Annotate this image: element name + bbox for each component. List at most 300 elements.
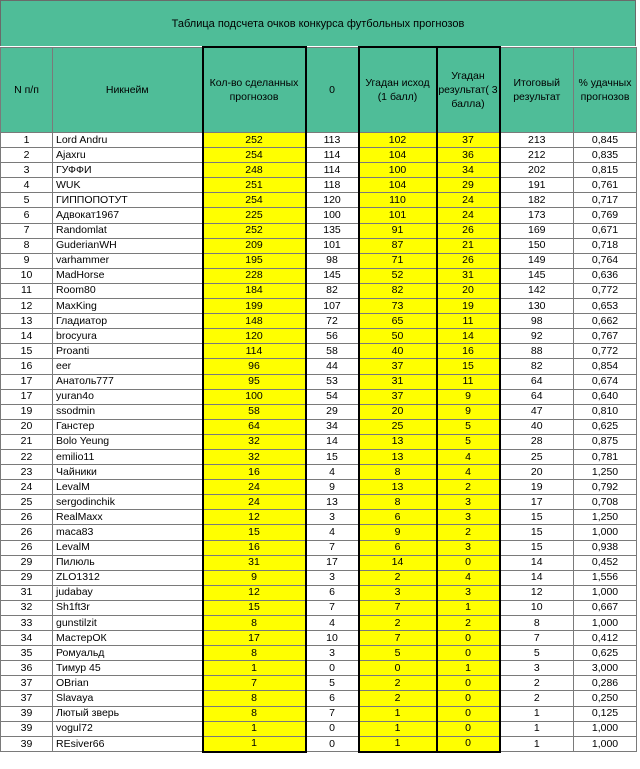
cell-result: 3	[437, 540, 500, 555]
cell-total: 12	[500, 585, 574, 600]
cell-num: 2	[1, 148, 53, 163]
cell-total: 88	[500, 344, 574, 359]
cell-zero: 4	[306, 616, 359, 631]
cell-outcome: 3	[359, 585, 437, 600]
table-row	[1, 449, 637, 464]
table-row	[1, 133, 637, 148]
cell-outcome: 73	[359, 299, 437, 314]
table-row	[1, 585, 637, 600]
cell-made: 31	[203, 555, 306, 570]
cell-zero: 5	[306, 676, 359, 691]
cell-made: 32	[203, 434, 306, 449]
cell-result: 4	[437, 465, 500, 480]
cell-zero: 4	[306, 525, 359, 540]
cell-total: 92	[500, 329, 574, 344]
cell-made: 248	[203, 163, 306, 178]
cell-pct: 1,000	[574, 525, 637, 540]
cell-result: 9	[437, 404, 500, 419]
table-row	[1, 148, 637, 163]
cell-num: 14	[1, 329, 53, 344]
cell-outcome: 13	[359, 449, 437, 464]
cell-num: 39	[1, 706, 53, 721]
cell-made: 8	[203, 616, 306, 631]
table-row	[1, 238, 637, 253]
cell-nick: Гладиатор	[53, 314, 203, 329]
cell-outcome: 37	[359, 389, 437, 404]
cell-result: 0	[437, 631, 500, 646]
table-row	[1, 419, 637, 434]
cell-zero: 7	[306, 706, 359, 721]
cell-nick: Ромуальд	[53, 646, 203, 661]
cell-num: 7	[1, 223, 53, 238]
cell-result: 5	[437, 419, 500, 434]
cell-made: 209	[203, 238, 306, 253]
table-row	[1, 646, 637, 661]
cell-zero: 3	[306, 646, 359, 661]
cell-pct: 1,000	[574, 736, 637, 752]
cell-num: 6	[1, 208, 53, 223]
cell-zero: 107	[306, 299, 359, 314]
cell-total: 213	[500, 133, 574, 148]
cell-total: 5	[500, 646, 574, 661]
cell-total: 150	[500, 238, 574, 253]
cell-outcome: 102	[359, 133, 437, 148]
cell-nick: ГУФФИ	[53, 163, 203, 178]
cell-outcome: 65	[359, 314, 437, 329]
cell-result: 0	[437, 676, 500, 691]
cell-pct: 0,769	[574, 208, 637, 223]
cell-made: 1	[203, 736, 306, 752]
cell-zero: 10	[306, 631, 359, 646]
cell-num: 37	[1, 691, 53, 706]
cell-nick: Анатоль777	[53, 374, 203, 389]
cell-result: 34	[437, 163, 500, 178]
cell-zero: 15	[306, 449, 359, 464]
cell-pct: 1,000	[574, 721, 637, 736]
table-row	[1, 540, 637, 555]
cell-num: 32	[1, 600, 53, 615]
cell-made: 7	[203, 676, 306, 691]
cell-nick: ГИППОПОТУТ	[53, 193, 203, 208]
cell-outcome: 6	[359, 540, 437, 555]
cell-result: 29	[437, 178, 500, 193]
cell-result: 16	[437, 344, 500, 359]
cell-outcome: 13	[359, 434, 437, 449]
cell-total: 15	[500, 525, 574, 540]
cell-result: 37	[437, 133, 500, 148]
cell-total: 15	[500, 540, 574, 555]
cell-result: 2	[437, 616, 500, 631]
cell-zero: 6	[306, 691, 359, 706]
cell-pct: 0,125	[574, 706, 637, 721]
cell-pct: 0,625	[574, 646, 637, 661]
table-row	[1, 404, 637, 419]
cell-result: 0	[437, 721, 500, 736]
cell-nick: ssodmin	[53, 404, 203, 419]
table-row	[1, 676, 637, 691]
cell-outcome: 91	[359, 223, 437, 238]
cell-total: 145	[500, 268, 574, 283]
cell-num: 29	[1, 555, 53, 570]
cell-zero: 56	[306, 329, 359, 344]
cell-zero: 100	[306, 208, 359, 223]
cell-made: 148	[203, 314, 306, 329]
cell-made: 24	[203, 480, 306, 495]
cell-result: 2	[437, 480, 500, 495]
table-row	[1, 434, 637, 449]
cell-outcome: 37	[359, 359, 437, 374]
cell-result: 0	[437, 736, 500, 752]
cell-num: 39	[1, 736, 53, 752]
table-row	[1, 631, 637, 646]
cell-outcome: 40	[359, 344, 437, 359]
cell-nick: Room80	[53, 283, 203, 298]
table-row	[1, 178, 637, 193]
cell-total: 130	[500, 299, 574, 314]
cell-pct: 0,708	[574, 495, 637, 510]
cell-num: 26	[1, 540, 53, 555]
cell-zero: 6	[306, 585, 359, 600]
cell-outcome: 2	[359, 676, 437, 691]
cell-total: 20	[500, 465, 574, 480]
cell-total: 142	[500, 283, 574, 298]
cell-outcome: 5	[359, 646, 437, 661]
cell-outcome: 0	[359, 661, 437, 676]
cell-num: 16	[1, 359, 53, 374]
cell-pct: 0,452	[574, 555, 637, 570]
cell-total: 1	[500, 721, 574, 736]
cell-nick: GuderianWH	[53, 238, 203, 253]
table-row	[1, 344, 637, 359]
cell-total: 2	[500, 691, 574, 706]
cell-pct: 1,000	[574, 616, 637, 631]
table-row	[1, 495, 637, 510]
header-outcome: Угадан исход (1 балл)	[359, 47, 437, 133]
cell-num: 4	[1, 178, 53, 193]
cell-zero: 120	[306, 193, 359, 208]
cell-pct: 0,772	[574, 344, 637, 359]
cell-nick: emilio11	[53, 449, 203, 464]
cell-total: 2	[500, 676, 574, 691]
header-nick: Никнейм	[53, 47, 203, 133]
cell-outcome: 1	[359, 736, 437, 752]
cell-pct: 0,640	[574, 389, 637, 404]
header-pct: % удачных прогнозов	[574, 47, 637, 133]
cell-num: 33	[1, 616, 53, 631]
cell-total: 1	[500, 736, 574, 752]
cell-zero: 72	[306, 314, 359, 329]
cell-pct: 0,810	[574, 404, 637, 419]
cell-result: 4	[437, 570, 500, 585]
cell-made: 254	[203, 193, 306, 208]
cell-result: 0	[437, 691, 500, 706]
cell-result: 1	[437, 600, 500, 615]
cell-num: 26	[1, 525, 53, 540]
cell-pct: 0,875	[574, 434, 637, 449]
cell-zero: 0	[306, 721, 359, 736]
cell-made: 100	[203, 389, 306, 404]
cell-total: 3	[500, 661, 574, 676]
cell-zero: 14	[306, 434, 359, 449]
cell-made: 251	[203, 178, 306, 193]
cell-outcome: 104	[359, 178, 437, 193]
cell-result: 15	[437, 359, 500, 374]
cell-num: 21	[1, 434, 53, 449]
cell-zero: 101	[306, 238, 359, 253]
table-row	[1, 223, 637, 238]
cell-total: 182	[500, 193, 574, 208]
cell-total: 202	[500, 163, 574, 178]
table-row	[1, 374, 637, 389]
cell-pct: 0,412	[574, 631, 637, 646]
cell-result: 11	[437, 374, 500, 389]
cell-total: 212	[500, 148, 574, 163]
cell-total: 64	[500, 389, 574, 404]
table-row	[1, 525, 637, 540]
cell-result: 2	[437, 525, 500, 540]
cell-zero: 114	[306, 148, 359, 163]
cell-zero: 145	[306, 268, 359, 283]
cell-made: 228	[203, 268, 306, 283]
cell-nick: Чайники	[53, 465, 203, 480]
cell-total: 15	[500, 510, 574, 525]
cell-result: 26	[437, 253, 500, 268]
cell-zero: 53	[306, 374, 359, 389]
cell-made: 184	[203, 283, 306, 298]
cell-outcome: 71	[359, 253, 437, 268]
table-row	[1, 480, 637, 495]
cell-pct: 0,636	[574, 268, 637, 283]
cell-total: 14	[500, 555, 574, 570]
cell-outcome: 2	[359, 691, 437, 706]
cell-num: 25	[1, 495, 53, 510]
table-row	[1, 268, 637, 283]
header-total: Итоговый результат	[500, 47, 574, 133]
cell-total: 47	[500, 404, 574, 419]
cell-result: 5	[437, 434, 500, 449]
cell-made: 199	[203, 299, 306, 314]
cell-nick: OBrian	[53, 676, 203, 691]
table-row	[1, 253, 637, 268]
cell-made: 1	[203, 721, 306, 736]
cell-nick: Lord Andru	[53, 133, 203, 148]
cell-num: 35	[1, 646, 53, 661]
cell-made: 254	[203, 148, 306, 163]
table-row	[1, 570, 637, 585]
cell-zero: 9	[306, 480, 359, 495]
cell-num: 1	[1, 133, 53, 148]
cell-result: 36	[437, 148, 500, 163]
cell-nick: Ajaxru	[53, 148, 203, 163]
cell-total: 7	[500, 631, 574, 646]
cell-made: 1	[203, 661, 306, 676]
table-row	[1, 389, 637, 404]
cell-made: 24	[203, 495, 306, 510]
cell-total: 28	[500, 434, 574, 449]
cell-made: 12	[203, 585, 306, 600]
cell-pct: 0,835	[574, 148, 637, 163]
cell-pct: 1,250	[574, 510, 637, 525]
cell-outcome: 2	[359, 570, 437, 585]
cell-made: 8	[203, 706, 306, 721]
cell-outcome: 14	[359, 555, 437, 570]
cell-result: 9	[437, 389, 500, 404]
cell-total: 19	[500, 480, 574, 495]
cell-result: 24	[437, 208, 500, 223]
cell-made: 95	[203, 374, 306, 389]
cell-made: 16	[203, 465, 306, 480]
cell-nick: MaxKing	[53, 299, 203, 314]
table-row	[1, 193, 637, 208]
cell-zero: 54	[306, 389, 359, 404]
cell-outcome: 87	[359, 238, 437, 253]
cell-total: 82	[500, 359, 574, 374]
table-row	[1, 465, 637, 480]
cell-nick: Адвокат1967	[53, 208, 203, 223]
table-row	[1, 510, 637, 525]
table-row	[1, 329, 637, 344]
cell-result: 1	[437, 661, 500, 676]
cell-zero: 7	[306, 600, 359, 615]
cell-num: 17	[1, 374, 53, 389]
cell-result: 19	[437, 299, 500, 314]
cell-pct: 0,845	[574, 133, 637, 148]
cell-zero: 7	[306, 540, 359, 555]
score-table	[0, 46, 637, 753]
cell-result: 11	[437, 314, 500, 329]
cell-pct: 0,792	[574, 480, 637, 495]
table-row	[1, 691, 637, 706]
cell-pct: 0,653	[574, 299, 637, 314]
cell-made: 15	[203, 600, 306, 615]
header-row	[1, 47, 637, 133]
cell-num: 17	[1, 389, 53, 404]
table-title: Таблица подсчета очков конкурса футбольных прогнозов	[0, 0, 636, 46]
table-row	[1, 555, 637, 570]
table-row	[1, 163, 637, 178]
cell-total: 17	[500, 495, 574, 510]
cell-num: 3	[1, 163, 53, 178]
cell-nick: yuran4o	[53, 389, 203, 404]
table-row	[1, 299, 637, 314]
cell-total: 169	[500, 223, 574, 238]
cell-pct: 0,938	[574, 540, 637, 555]
cell-result: 14	[437, 329, 500, 344]
cell-outcome: 50	[359, 329, 437, 344]
cell-result: 3	[437, 495, 500, 510]
table-row	[1, 616, 637, 631]
cell-pct: 0,667	[574, 600, 637, 615]
cell-made: 16	[203, 540, 306, 555]
cell-num: 37	[1, 676, 53, 691]
cell-num: 9	[1, 253, 53, 268]
cell-num: 12	[1, 299, 53, 314]
cell-outcome: 20	[359, 404, 437, 419]
cell-num: 24	[1, 480, 53, 495]
cell-pct: 1,250	[574, 465, 637, 480]
cell-outcome: 7	[359, 631, 437, 646]
cell-made: 252	[203, 223, 306, 238]
cell-outcome: 9	[359, 525, 437, 540]
cell-zero: 0	[306, 661, 359, 676]
cell-num: 22	[1, 449, 53, 464]
cell-num: 36	[1, 661, 53, 676]
cell-made: 32	[203, 449, 306, 464]
table-row	[1, 706, 637, 721]
cell-pct: 0,625	[574, 419, 637, 434]
cell-outcome: 8	[359, 465, 437, 480]
cell-made: 8	[203, 691, 306, 706]
cell-made: 17	[203, 631, 306, 646]
cell-result: 4	[437, 449, 500, 464]
cell-zero: 114	[306, 163, 359, 178]
cell-result: 31	[437, 268, 500, 283]
table-row	[1, 283, 637, 298]
cell-pct: 0,854	[574, 359, 637, 374]
cell-zero: 58	[306, 344, 359, 359]
cell-zero: 82	[306, 283, 359, 298]
cell-zero: 0	[306, 736, 359, 752]
cell-outcome: 110	[359, 193, 437, 208]
cell-num: 11	[1, 283, 53, 298]
table-row	[1, 661, 637, 676]
cell-total: 8	[500, 616, 574, 631]
cell-made: 225	[203, 208, 306, 223]
cell-num: 23	[1, 465, 53, 480]
cell-nick: gunstilzit	[53, 616, 203, 631]
cell-made: 9	[203, 570, 306, 585]
cell-outcome: 101	[359, 208, 437, 223]
cell-pct: 0,717	[574, 193, 637, 208]
cell-num: 31	[1, 585, 53, 600]
cell-num: 10	[1, 268, 53, 283]
cell-outcome: 104	[359, 148, 437, 163]
cell-total: 25	[500, 449, 574, 464]
cell-result: 0	[437, 555, 500, 570]
cell-made: 96	[203, 359, 306, 374]
cell-made: 12	[203, 510, 306, 525]
cell-num: 5	[1, 193, 53, 208]
cell-total: 40	[500, 419, 574, 434]
cell-nick: RealMaxx	[53, 510, 203, 525]
cell-total: 64	[500, 374, 574, 389]
cell-result: 3	[437, 510, 500, 525]
header-made: Кол-во сделанных прогнозов	[203, 47, 306, 133]
cell-result: 0	[437, 706, 500, 721]
cell-num: 15	[1, 344, 53, 359]
cell-zero: 13	[306, 495, 359, 510]
cell-pct: 0,250	[574, 691, 637, 706]
cell-nick: Sh1ft3r	[53, 600, 203, 615]
cell-made: 64	[203, 419, 306, 434]
cell-nick: Пилюль	[53, 555, 203, 570]
cell-result: 26	[437, 223, 500, 238]
header-zero: 0	[306, 47, 359, 133]
cell-zero: 4	[306, 465, 359, 480]
table-row	[1, 736, 637, 752]
cell-pct: 0,772	[574, 283, 637, 298]
cell-pct: 3,000	[574, 661, 637, 676]
cell-nick: WUK	[53, 178, 203, 193]
cell-nick: Proanti	[53, 344, 203, 359]
cell-nick: brocyura	[53, 329, 203, 344]
cell-zero: 135	[306, 223, 359, 238]
cell-num: 26	[1, 510, 53, 525]
cell-made: 114	[203, 344, 306, 359]
cell-nick: varhammer	[53, 253, 203, 268]
cell-zero: 17	[306, 555, 359, 570]
cell-nick: МастерОК	[53, 631, 203, 646]
